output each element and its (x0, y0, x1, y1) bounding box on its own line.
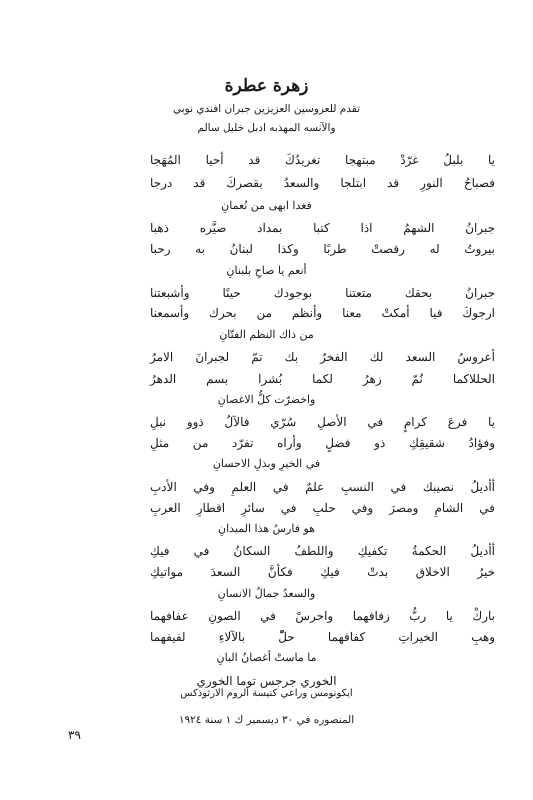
author-signature (0, 674, 533, 699)
verse-line: بيروتُ له رقصتْ طربًا وكذا لبنانُ به رحبا (150, 242, 495, 256)
verse-line: أأديلُ نصيبك في النسبِ علمٌ في العلمِ وفي الأدبِ (150, 480, 495, 494)
refrain-line: في الخيرِ وبذلِ الاحسانِ (212, 457, 321, 470)
verse-line: جبرانُ بحقك متعتنا بوجودك حينًا وأشبعتنا (150, 286, 495, 300)
page-number: ٣٩ (68, 728, 81, 742)
refrain-line: واخضرّت كلُّ الاغصانِ (217, 393, 316, 406)
verse-line: وهبِ الخيراتِ كفافهما حلّْ بالآلاءِ لفيفهما (150, 630, 495, 644)
verse-line: أعروسُ السعد لك الفخرُ بك تمّ لجبرانَ الامرُ (150, 350, 495, 364)
poem-title: زهرة عطرة (224, 76, 309, 96)
verse-line: أأديلُ الحكمةُ تكفيكِ واللطفُ السكانُ في فيكِ (150, 544, 495, 558)
verse-line: جبرانُ الشهمُ اذا كتبا بمداد صيَّره ذهبا (150, 221, 495, 235)
refrain-line: من ذاك النظم الفتّانِ (219, 328, 314, 341)
poem-date: المنصوره في ٣٠ ديسمبر ك ١ سنة ١٩٢٤ (178, 714, 355, 726)
verse-line: وفؤادُ شقيقِكِ ذو فضلٍ وأراه تفرّد من مثلِ (150, 436, 495, 450)
refrain-line: فغدا ابهى من نُعمانِ (221, 199, 312, 212)
dedication-line: والآنسه المهذبه ادبل خليل سالم (197, 122, 336, 134)
refrain-line: ما ماستْ أغصانُ البانِ (216, 651, 317, 664)
verse-line: الحللاكما نُمّ زهرُ لكما بُشرا بسم الدهرُ (150, 372, 495, 386)
dedication-line: تقدم للعروسين العزيزين جبران افندي نوبي (172, 103, 361, 115)
verse-line: يا فرعَ كرامٍ في الأصلِ سُرّي فالآلُ ذوو نبلِ (150, 415, 495, 429)
refrain-line: أنعم يا صاحِ بلبنانِ (226, 264, 307, 277)
verse-line: فصباحُ النورِ قد ابتلجا والسعدُ بقصركَ قد درجا (150, 176, 495, 190)
verse-line: في الشامِ ومصرَ وفي حلبِ في سائرِ اقطارِ العربِ (150, 501, 495, 515)
verse-line: يا بلبلُ غرّدْ مبتهجا تغريدُكَ قد أحيا المُهَجا (150, 153, 495, 167)
author-role: ايكونومس وراعي كنيسة الروم الارثوذكس (180, 688, 353, 699)
refrain-line: هو فارسُ هذا الميدانِ (218, 522, 315, 535)
verse-line: خيرُ الاخلاق بدتْ فيكِ فكأنَّ السعدَ مواتيكِ (150, 565, 495, 579)
verse-line: ارجوكَ فيا أمكتْ معنا وأنظم من بحرك وأسمعنا (150, 306, 495, 320)
refrain-line: والسعدُ جمالُ الانسانِ (217, 587, 316, 600)
author-name: الخوري جرجس توما الخوري (196, 674, 337, 688)
verse-line: باركْ يا ربُّ زفافهما واحرسْ في الصونِ عفافهما (150, 609, 495, 623)
